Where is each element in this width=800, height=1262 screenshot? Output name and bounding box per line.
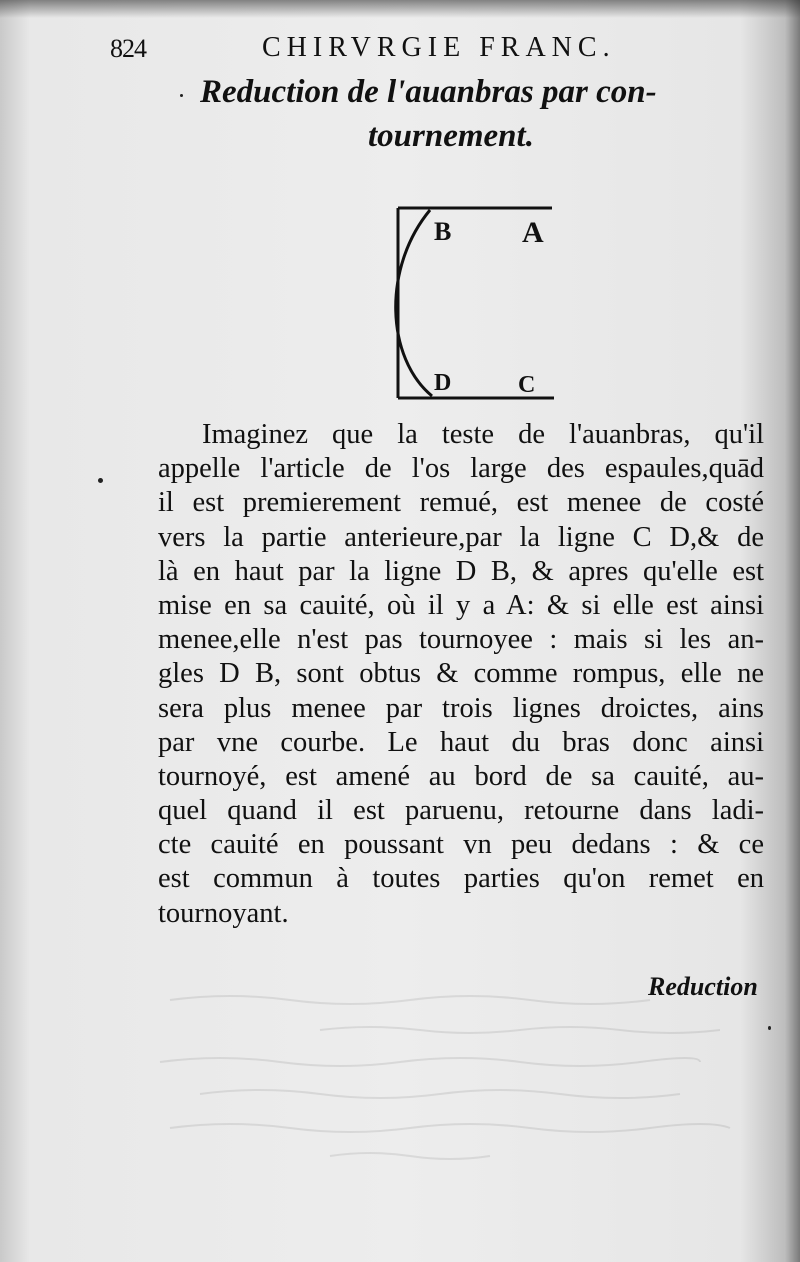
body-paragraph: [158, 418, 764, 931]
body-line: menee,elle n'est pas tournoyee : mais si les an-: [158, 624, 764, 656]
ink-speck: [180, 94, 183, 97]
body-line: gles D B, sont obtus & comme rompus, elle ne: [158, 658, 764, 690]
page-number: 824: [110, 34, 146, 63]
ink-speck: [98, 478, 103, 483]
body-line: sera plus menee par trois lignes droictes, ains: [158, 692, 764, 724]
running-title: CHIRVRGIE FRANC.: [262, 32, 616, 63]
section-title-line-2: tournement.: [368, 118, 534, 154]
diagram-curve: [396, 210, 432, 396]
body-line: appelle l'article de l'os large des espaules,quād: [158, 453, 764, 485]
body-line: quel quand il est paruenu, retourne dans ladi-: [158, 795, 764, 827]
running-head: [110, 28, 670, 68]
reduction-diagram: [390, 198, 560, 410]
label-d: D: [434, 370, 452, 396]
body-line: tournoyant.: [158, 897, 289, 929]
body-line: là en haut par la ligne D B, & apres qu'elle est: [158, 555, 764, 587]
section-title: [200, 70, 760, 158]
body-line: Imaginez que la teste de l'auanbras, qu'il: [202, 419, 764, 450]
label-b: B: [434, 217, 452, 246]
body-line: par vne courbe. Le haut du bras donc ainsi: [158, 726, 764, 758]
label-a: A: [522, 216, 544, 249]
label-c: C: [518, 372, 536, 398]
ink-speck: [768, 1026, 771, 1030]
body-line: mise en sa cauité, où il y a A: & si elle est ainsi: [158, 589, 764, 621]
body-line: est commun à toutes parties qu'on remet en: [158, 863, 764, 895]
section-title-line-1: Reduction de l'auanbras par con-: [200, 74, 657, 110]
body-line: il est premierement remué, est menee de costé: [158, 487, 764, 519]
catchword: Reduction: [648, 972, 758, 1001]
body-line: tournoyé, est amené au bord de sa cauité, au-: [158, 760, 764, 792]
body-line: vers la partie anterieure,par la ligne C D,& de: [158, 521, 764, 553]
body-line: cte cauité en poussant vn peu dedans : & ce: [158, 829, 764, 861]
reduction-diagram-svg: [390, 198, 560, 410]
